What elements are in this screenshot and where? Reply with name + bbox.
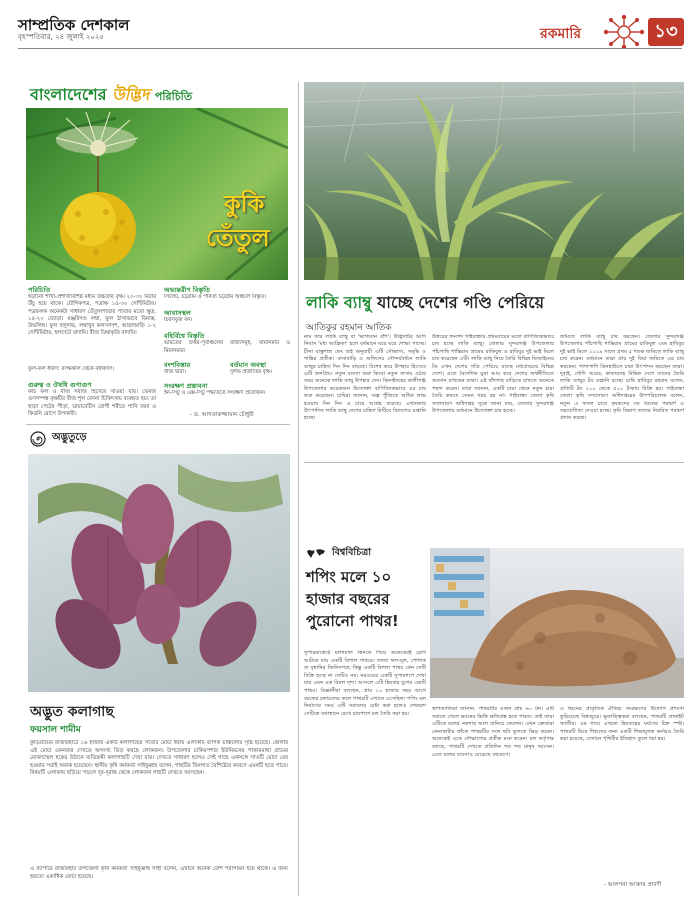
left-divider-1 (26, 424, 290, 425)
plant-intro (28, 287, 156, 441)
issue-date: বৃহস্পতিবার, ২৪ জুলাই ২০২৫ (18, 33, 104, 41)
plant-photo (26, 108, 288, 280)
world-col-2: স্থাপত্যবিদরা জানান, পাথরটির ওজন প্রায় ৬০ টন। এটি সরাতে গেলে ভবনের ভিত্তি ক্ষতিগ্রস্ত হতে পারত। তাই তারা এটিকে মলের নকশার অংশ বানিয়ে ফেলেন। এখন ক্রেতারা কেনাকাটার ফাঁকে পাথরটির সঙ্গে ছবি তুলতে ভিড় করেন। অনেকেই একে সৌভাগ্যের প্রতীক মনে করেন। মল কর্তৃপক্ষ বলছে, পাথরটি দেখতে প্রতিদিন শত শত মানুষ আসেন। এতে মলের ব্যবসাও বেড়েছে বহুগুণে। (432, 706, 554, 758)
habitat-text: সিলেট, চট্টগ্রাম ও পার্বত্য চট্টগ্রাম অঞ্চলে বিস্তৃত। (164, 294, 266, 301)
plant-banner (30, 82, 192, 109)
plant-banner-prefix: বাংলাদেশের (30, 85, 107, 104)
bamboo-illustration (304, 82, 684, 280)
importance-heading: গুরুত্ব ও ঔষধি গুণাগুণ (28, 381, 92, 389)
propagation-heading: বংশবিস্তার (164, 360, 191, 369)
flower-season: ফুল-ফল ধারণ: বসন্তকাল থেকে বর্ষাকাল। (28, 366, 114, 373)
habitat-heading: অভ্যন্তরীণ বিস্তৃতি (164, 286, 211, 294)
boulder-photo (430, 548, 684, 698)
bamboo-col-1: নাম তার লাকি ব্যাম্বু বা 'ভাগ্যবান বাঁশ'। উদ্ভিদটির আদি নিবাস 'মধ্য আফ্রিকা' হলে বর্তমানে ঘরে ঘরে শোভা পাচ্ছে। চীনা বাস্তুশাস্ত্র ফেং শুই অনুযায়ী এটি সৌভাগ্য, সমৃদ্ধি ও শান্তির প্রতীক। বাসাবাড়ি ও অফিসের সৌন্দর্যবর্ধনে লাকি ব্যাম্বুর চাহিদা দিন দিন বাড়ছে। বিশেষ করে উপহার হিসেবে এটি জনপ্রিয়। নতুন ব্যবসা শুরু কিংবা নতুন বাসায় ওঠার সময় অনেকে লাকি ব্যাম্বু উপহার দেন। ঝিনাইদহের কালীগঞ্জ উপজেলার কয়েকজন উদ্যোক্তা বাণিজ্যিকভাবে এর চাষ শুরু করেছেন। চাষিরা জানান, অল্প পুঁজিতে অধিক লাভ হওয়ায় দিন দিন এ চাষে আগ্রহ বাড়ছে। এখানকার উৎপাদিত লাকি ব্যাম্বু দেশের চাহিদা মিটিয়ে বিদেশেও রপ্তানি হচ্ছে। (304, 334, 426, 422)
world-map-icon (306, 548, 326, 560)
column-divider (298, 82, 299, 896)
spiral-icon (30, 431, 46, 447)
header-rule (18, 48, 682, 49)
wonder-body: কুড়িগ্রামের রাজারহাটে ১৬ হাজার একটি কলাগাছের সাতটি মোচা ধরায় এলাকায় ব্যাপক চাঞ্চল্যের সৃষ্টি হয়েছে। জেলার এই মোচা একনজর দেখতে অসংখ্য ভিড় করছে লোকজন। উপজেলার চাকিরপশার ইউনিয়নের পাকারমাথা গ্রামের মোজাম্মেল হকের উঠানে ব্যতিক্রমী কলাগাছটি দেখা যায়। দেখতে সাধারণ হলেও সেই গাছে একসঙ্গে সাতটি মোচা বের হওয়ায় সবাই অবাক হয়েছেন। স্থানীয় কৃষি কর্মকর্তা সাইফুল্লাহ বলেন, গাছটির জিনগত বৈশিষ্ট্যের কারণে এমনটি হতে পারে। বিষয়টি এলাকায় ছড়িয়ে পড়লে দূর-দূরান্ত থেকে লোকজন গাছটি দেখতে আসছেন। (30, 740, 288, 776)
external-text: ভারতের উত্তর-পূর্বাঞ্চলের রাজ্যসমূহ, মায়ানমার ও মিয়ানমার। (164, 340, 290, 354)
boulder-illustration (430, 548, 684, 698)
bamboo-byline: আতিকুর রহমান আতিক (306, 323, 392, 333)
world-author: - আলপনা আক্তার প্রাবণী (604, 882, 662, 888)
plant-name-line2: তেঁতুল (206, 224, 270, 252)
intro-text: ছড়ানো শাখা-প্রশাখাবিশিষ্ট মধ্যম উচ্চতার বৃক্ষ। ২০-৩০ মিটার উঁচু হয়ে থাকে। যৌগিকপত্র, পত্রাক্ষ ১৫-৩০ সেন্টিমিটার। পত্রফলক অনেকটা সাধারণ তেঁতুলপাতার পাতার মতো ক্ষুদ্র, ১৫-২০ জোড়া। মঞ্জরিদণ্ড লম্বা, ফুল ঠাসাভাবে বিন্যস্ত, উভলিঙ্গ। ফুল হলুদাভ, লম্বাখুব কলসসদৃশ, আড়াআড়ি ১-২ সেন্টিমিটার, হলদেটে বাদামি। বীজ ডিম্বাকৃতি বাদামি। (28, 294, 156, 337)
wonder-byline: ফয়সাল শামীম (30, 725, 81, 735)
environment-text: চিরসবুজ বন। (164, 317, 193, 324)
right-divider (304, 462, 684, 463)
environment-heading: আবাসস্থল (164, 309, 191, 317)
banana-illustration (28, 454, 290, 692)
bamboo-headline-accent: লাকি ব্যাম্বু (306, 293, 372, 312)
wonder-headline: অদ্ভুত কলাগাছ (30, 704, 114, 720)
plant-banner-script: উদ্ভিদ (112, 85, 150, 104)
conservation-heading: সংরক্ষণ প্রস্তাবনা (164, 381, 208, 390)
external-heading: বহির্বিশ্বে বিস্তৃতি (164, 332, 205, 340)
importance-text: কচি ফল ও বীজ সবজি হিসেবে খাওয়া যায়। ভেষজ গুণসম্পন্ন বৃক্ষটির বীজ শূল বেদনা চিকিৎসায় ব্যবহৃত হয়। তা ছাড়া পেটের পীড়া, ডায়াবেটিস রোগী শরীরে পানি জমা ও কিডনি রোগে উপকারী। (28, 389, 156, 417)
world-headline: শপিং মলে ১০ হাজার বছরের পুরোনো পাথর! (306, 568, 399, 630)
world-section-header (306, 546, 371, 561)
status-text: দুর্লভ প্রজাতির বৃক্ষ। (230, 369, 272, 375)
conservation-text: ইন-সিটু ও এক্স-সিটু পদ্ধতিতে সংরক্ষণ প্রয়োজন। (164, 390, 266, 396)
bamboo-headline-rest: যাচ্ছে দেশের গণ্ডি পেরিয়ে (377, 293, 545, 312)
plant-name-line1: কুকি (224, 190, 265, 218)
masthead: সাম্প্রতিক দেশকাল (18, 16, 130, 34)
bamboo-col-2: উত্তরের জনপদ গাইবান্ধায় প্রথমবারের মতো বাণিজ্যিকভাবে চাষ হচ্ছে লাকি ব্যাম্বু। জেলার সুন্দরগঞ্জ উপজেলার পাঁচগাছি শান্তিরাম গ্রামের রাকিবুল ও হাবিবুর দুই ভাই মিলে চাষ করেছেন এটি। লাকি ব্যাম্বু নিয়ে তৈরি বিভিন্ন ডিজাইনের টব এখন দেশের গণ্ডি পেরিয়ে যাচ্ছে মধ্যপ্রাচ্যের বিভিন্ন দেশে। এতে বৈদেশিক মুদ্রা আয় করে দেশের অর্থনীতিতে অবদান রাখছেন তারা। এই বাঁশগাছ বাড়িতে রাখতে অনেকে পছন্দ করেন। তারা জানান, একটি চারা থেকে নতুন চারা তৈরি করতে তেমন খরচ হয় না। গাইবান্ধা জেলা কৃষি সম্প্রসারণ অধিদপ্তর সূত্রে জানা যায়, জেলার সুন্দরগঞ্জ উপজেলায় বর্তমানে উদ্যোক্তা চাষ হচ্ছে। (432, 334, 554, 415)
status-heading: বর্তমান অবস্থা (230, 360, 267, 369)
page-number: ১৩ (648, 18, 684, 46)
bamboo-headline (306, 290, 544, 317)
wonder-section-title: অদ্ভুতুড়ে (52, 432, 87, 443)
intro-heading: পরিচিতি (28, 286, 51, 294)
world-col-1: সুপারমার্কেটে মালামাল কিনতে গিয়ে অনেকেরই চোখ আটকে যায় একটি বিশাল পাথরে। তাজা ফল-মূল, পোশাক বা বৃস্থানির জিনিসপত্র; কিন্তু একটি বিশাল পাথর কেন সেটি বিক্রি হচ্ছে না সেটিও নয়। নরওয়ের একটি সুপারশপে দেখা যায় এমন এক বিরল দৃশ্য। আসলে এটি হিমবাহ যুগের একটি পাথর। বিজ্ঞানীরা বলছেন, প্রায় ১০ হাজার বছর আগে বরফের চলাচলের ফলে পাথরটি এখানে এসেছিল। শপিং মল নির্মাণের সময় এটি সরানোর চেষ্টা করা হলেও শেষমেশ সেটিকে যথাস্থানে রেখে চারপাশে মল তৈরি করা হয়। (304, 650, 426, 717)
world-section-title: বিশ্ববিচিত্রা (332, 547, 372, 558)
molecule-icon (602, 14, 646, 50)
bamboo-photo (304, 82, 684, 280)
banana-photo (28, 454, 290, 692)
world-col-3: এ ধরনের প্রাকৃতিক ঐতিহ্য সংরক্ষণের উদ্যোগ প্রশংসা কুড়িয়েছে বিশ্বজুড়ে। ভূতাত্ত্বিকরা বলছেন, পাথরটি গ্রানাইট জাতীয়। এর গায়ে এখনো হিমবাহের ঘর্ষণের চিহ্ন স্পষ্ট। পাথরটি ঘিরে শিশুদের জন্য একটি শিক্ষামূলক কর্নারও তৈরি করা হয়েছে, যেখানে পৃথিবীর ইতিহাস তুলে ধরা হয়। (560, 706, 684, 743)
plant-author: - ড. আখতারুজ্জামান চৌধুরী (190, 412, 254, 418)
plant-banner-suffix: পরিচিতি (154, 90, 193, 103)
plant-distribution (164, 287, 290, 398)
section-name: রকমারি (540, 26, 582, 42)
propagation-text: বীজ দ্বারা। (164, 369, 186, 375)
wonder-body-2: এ ব্যাপারে রাজারহাট উপজেলা কৃষি কর্মকর্তা সাইফুল্লাহ সাহী বলেন, এখানে অনেক বেশি পরাগায়ন হয়ে থাকে। এ জন্য হয়তো একাধিক মোচা হয়েছে। (30, 866, 288, 880)
bamboo-col-3: জমিতে লাকি ব্যাম্বু চাষ করছেন। জেলার সুন্দরগঞ্জ উপজেলার পাঁচগাছি শান্তিরাম গ্রামের রাকিবুল এবং হাবিবুর দুই ভাই মিলে ২০১৯ সালে প্রথম ৫ শতক জমিতে লাকি ব্যাম্বু চাষ করেন। বর্তমানে তারা প্রায় দুই বিঘা জমিতে এর চাষ করছেন। পাশাপাশি গ্রিনহাউসে চারা উৎপাদন করছেন তারা। দুবাই, সৌদি আরব, কাতারসহ বিভিন্ন দেশে তাদের তৈরি লাকি ব্যাম্বুর টব রপ্তানি হচ্ছে। চাষি হাবিবুর রহমান বলেন, প্রতিটি টব ২০০ থেকে ৫০০ টাকায় বিক্রি হয়। গাইবান্ধা জেলা কৃষি সম্প্রসারণ অধিদপ্তরের উপপরিচালক বলেন, নতুন এ ফসল চাষে কৃষকদের সব ধরনের পরামর্শ ও সহযোগিতা দেওয়া হচ্ছে। কৃষি বিভাগ তাদের নিয়মিত পরামর্শ প্রদান করছে। (560, 334, 684, 422)
wonder-section-header (30, 430, 87, 447)
